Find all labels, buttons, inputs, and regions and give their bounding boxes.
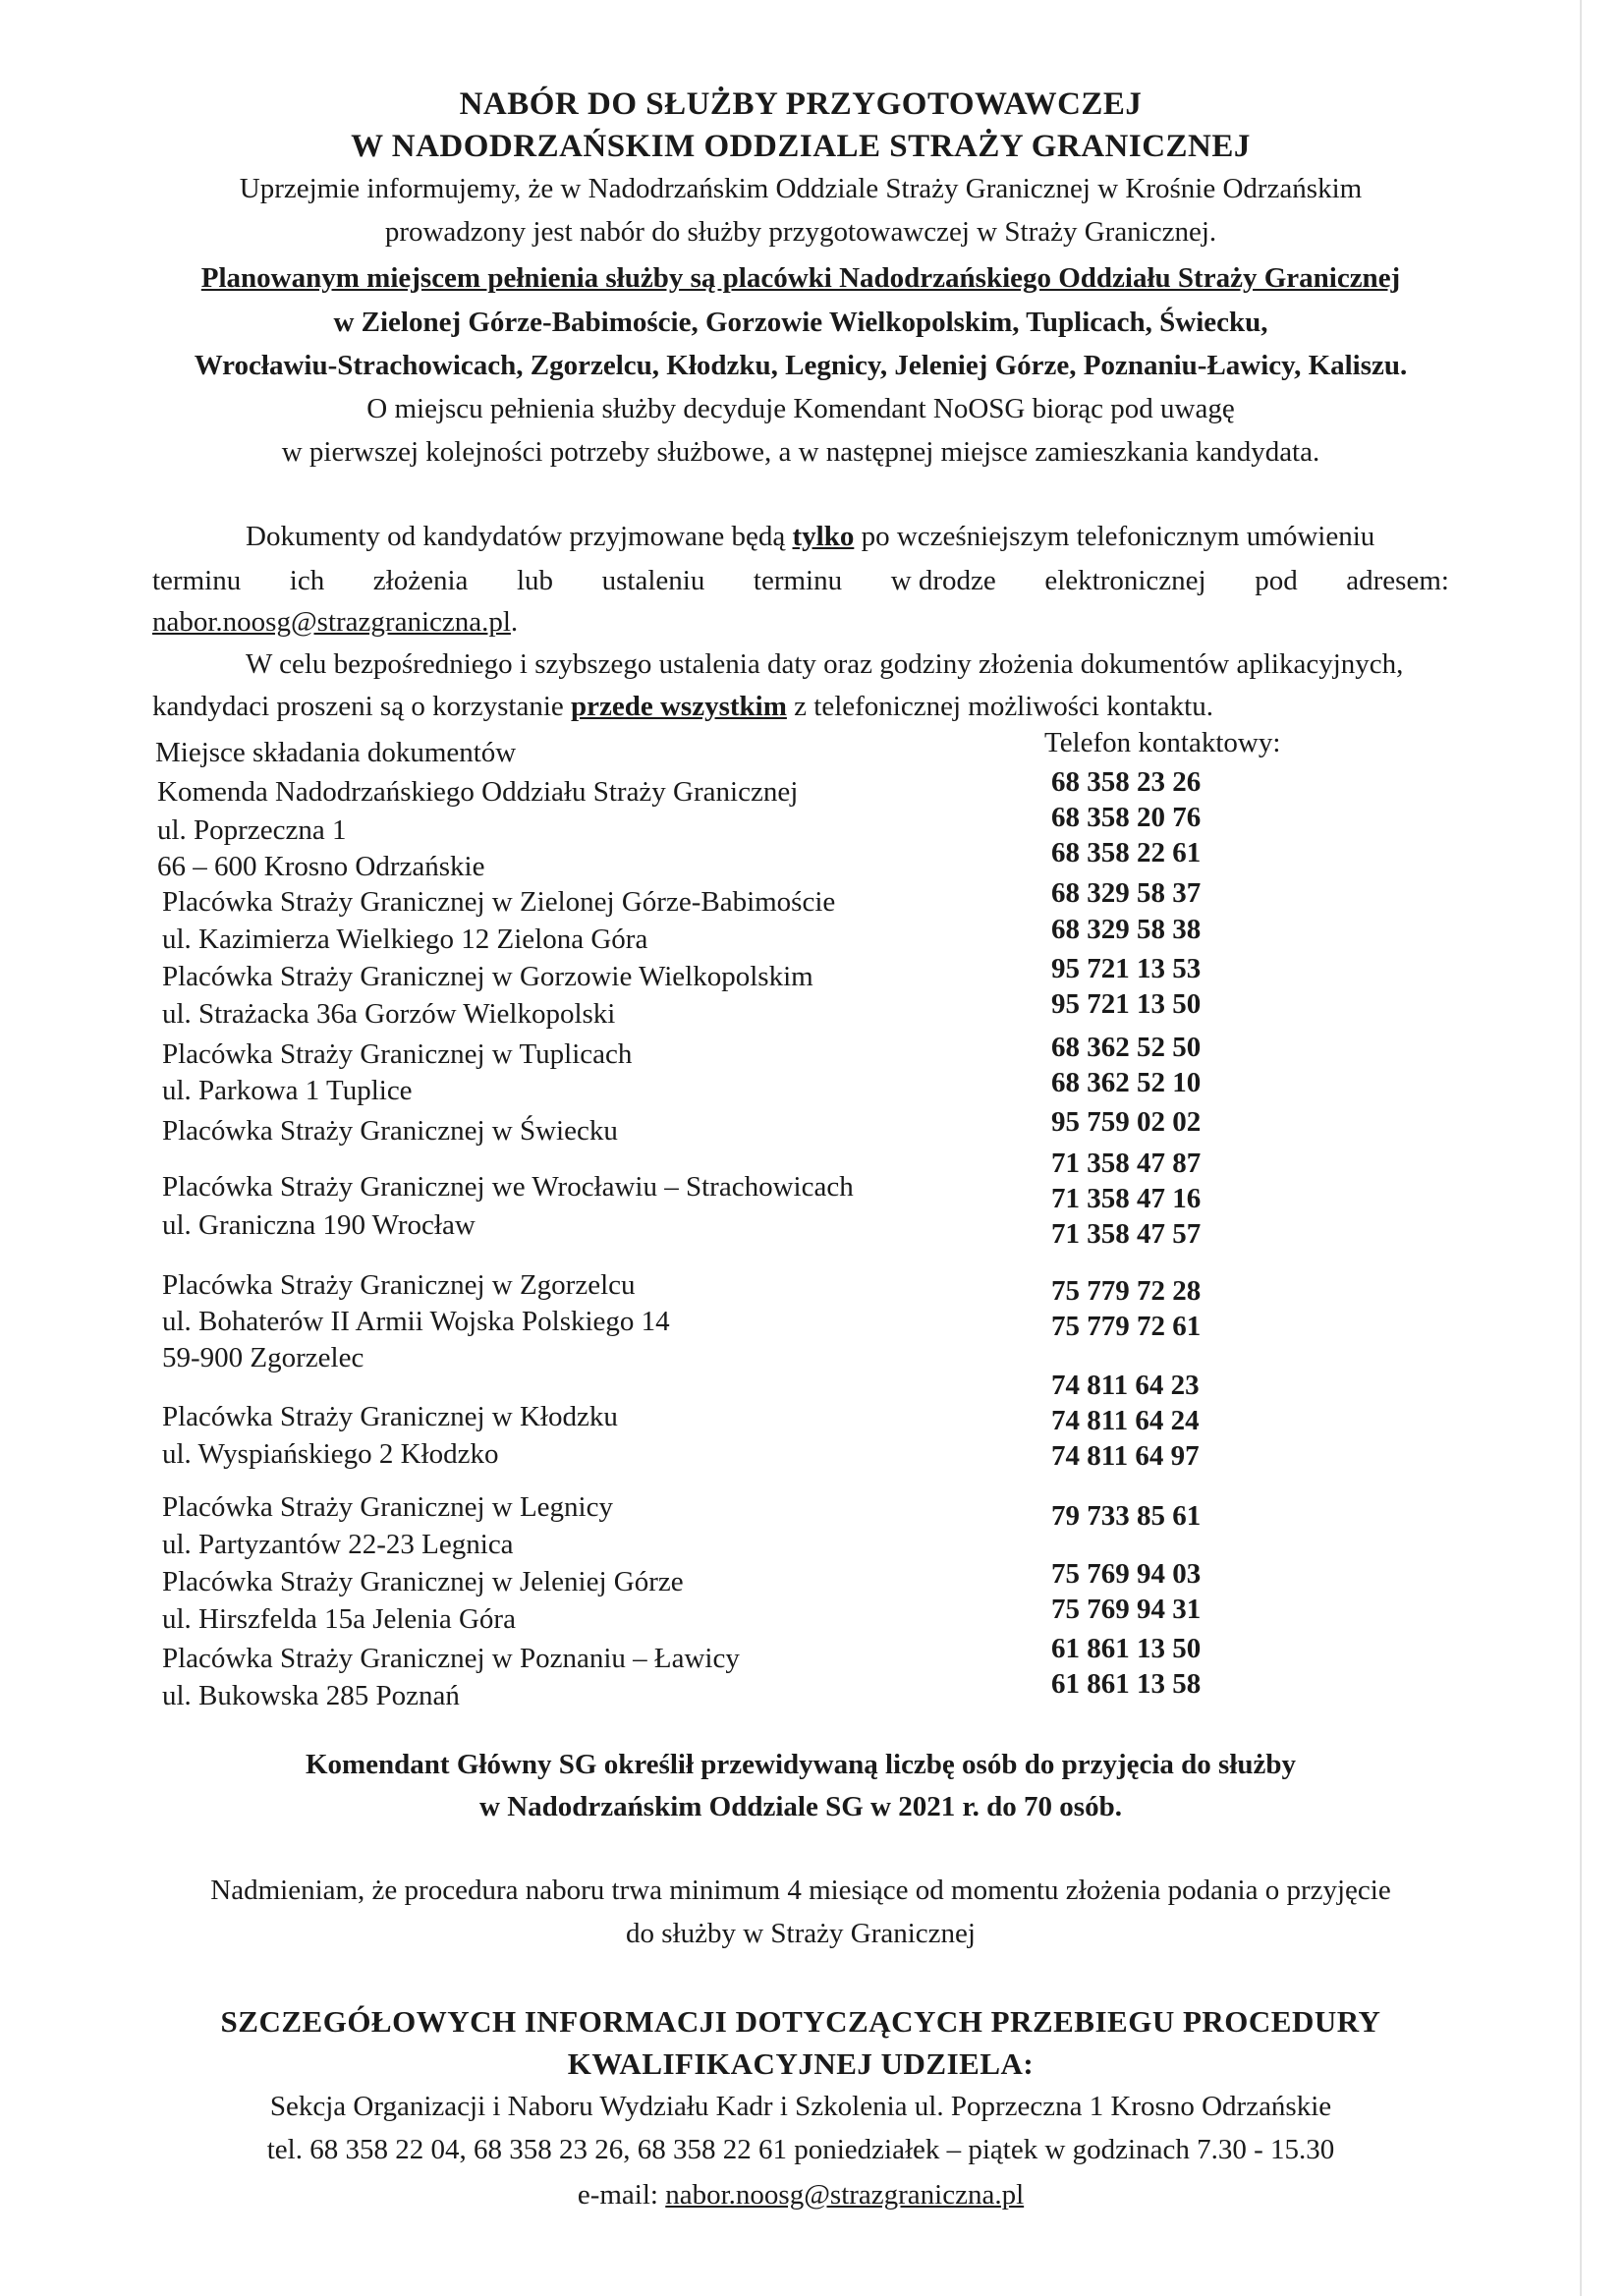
documents-word: lub	[516, 565, 554, 596]
details-line-1: Sekcja Organizacji i Naboru Wydziału Kadr i Szkolenia ul. Poprzeczna 1 Krosno Odrzańskie	[269, 2091, 1332, 2122]
table-header-location: Miejsce składania dokumentów	[155, 737, 517, 768]
row-phone: 68 362 52 10	[1051, 1067, 1202, 1098]
procedure-line-1: Nadmieniam, że procedura naboru trwa minimum 4 miesiące od momentu złożenia podania o przyjęcie	[210, 1875, 1391, 1906]
row-phone: 71 358 47 87	[1051, 1148, 1202, 1179]
contact-line-1: W celu bezpośredniego i szybszego ustalenia daty oraz godziny złożenia dokumentów aplikacyjnych,	[246, 648, 1404, 680]
title-line-2: W NADODRZAŃSKIM ODDZIALE STRAŻY GRANICZNEJ	[351, 129, 1251, 164]
row-phone: 68 329 58 38	[1051, 914, 1202, 945]
documents-text-a: Dokumenty od kandydatów przyjmowane będą	[246, 521, 786, 552]
details-line-2: tel. 68 358 22 04, 68 358 23 26, 68 358 22 61 poniedziałek – piątek w godzinach 7.30 - 15.30	[266, 2134, 1335, 2165]
row-location-line: ul. Strażacka 36a Gorzów Wielkopolski	[162, 998, 616, 1030]
row-location-line: Placówka Straży Granicznej we Wrocławiu – Strachowicach	[162, 1171, 854, 1203]
documents-line-2	[152, 565, 1449, 597]
row-phone: 74 811 64 23	[1051, 1370, 1200, 1401]
documents-word: terminu	[753, 565, 843, 596]
row-location-line: 59-900 Zgorzelec	[162, 1342, 364, 1373]
row-phone: 68 329 58 37	[1051, 877, 1202, 909]
row-phone: 75 779 72 28	[1051, 1275, 1202, 1307]
row-phone: 75 779 72 61	[1051, 1311, 1202, 1342]
documents-word: w drodze	[890, 565, 996, 596]
documents-line-3	[152, 606, 518, 639]
row-location-line: Placówka Straży Granicznej w Legnicy	[162, 1491, 613, 1523]
row-location-line: Placówka Straży Granicznej w Zielonej Górze-Babimoście	[162, 886, 836, 918]
row-location-line: ul. Hirszfelda 15a Jelenia Góra	[162, 1603, 516, 1635]
documents-email-suffix: .	[510, 606, 519, 638]
scan-edge	[1580, 0, 1582, 2296]
details-email-label: e-mail:	[577, 2179, 658, 2211]
documents-word: elektronicznej	[1044, 565, 1206, 596]
documents-emphasis: tylko	[792, 521, 855, 552]
row-phone: 68 358 20 76	[1051, 802, 1202, 833]
row-phone: 71 358 47 57	[1051, 1218, 1202, 1250]
row-phone: 75 769 94 31	[1051, 1594, 1202, 1625]
row-phone: 68 358 22 61	[1051, 837, 1202, 868]
row-location-line: Placówka Straży Granicznej w Gorzowie Wielkopolskim	[162, 961, 813, 992]
locations-line-2: w Zielonej Górze-Babimoście, Gorzowie Wielkopolskim, Tuplicach, Świecku,	[333, 307, 1268, 338]
row-location-line: ul. Bukowska 285 Poznań	[162, 1680, 460, 1711]
row-location-line: ul. Bohaterów II Armii Wojska Polskiego 14	[162, 1306, 670, 1337]
quota-line-2: w Nadodrzańskim Oddziale SG w 2021 r. do 70 osób.	[479, 1791, 1122, 1822]
row-phone: 68 358 23 26	[1051, 766, 1202, 798]
documents-word: ustaleniu	[601, 565, 705, 596]
documents-word: adresem:	[1346, 565, 1449, 596]
row-location-line: Placówka Straży Granicznej w Poznaniu – Ławicy	[162, 1643, 740, 1674]
documents-word: złożenia	[372, 565, 469, 596]
row-location-line: ul. Partyzantów 22-23 Legnica	[162, 1529, 514, 1560]
contact-line-2	[152, 691, 1213, 723]
row-location-line: ul. Graniczna 190 Wrocław	[162, 1209, 476, 1241]
row-location-line: 66 – 600 Krosno Odrzańskie	[157, 851, 485, 882]
row-location-line: ul. Kazimierza Wielkiego 12 Zielona Góra	[162, 924, 648, 955]
intro-line-2: prowadzony jest nabór do służby przygotowawczej w Straży Granicznej.	[384, 216, 1217, 248]
row-phone: 95 721 13 53	[1051, 953, 1202, 984]
locations-line-3: Wrocławiu-Strachowicach, Zgorzelcu, Kłodzku, Legnicy, Jeleniej Górze, Poznaniu-Ławicy, Kaliszu.	[194, 350, 1408, 381]
row-phone: 74 811 64 97	[1051, 1440, 1200, 1472]
row-location-line: ul. Poprzeczna 1	[157, 814, 347, 846]
procedure-line-2: do służby w Straży Granicznej	[626, 1918, 976, 1949]
contact-text-c: z telefonicznej możliwości kontaktu.	[794, 691, 1213, 722]
row-phone: 95 759 02 02	[1051, 1106, 1202, 1138]
table-header-phone: Telefon kontaktowy:	[1044, 727, 1281, 758]
locations-line-1: Planowanym miejscem pełnienia służby są placówki Nadodrzańskiego Oddziału Straży Granicznej	[200, 262, 1401, 294]
decision-line-1: O miejscu pełnienia służby decyduje Komendant NoOSG biorąc pod uwagę	[366, 393, 1235, 424]
documents-email-link[interactable]: nabor.noosg@strazgraniczna.pl	[152, 606, 511, 638]
row-location-line: Placówka Straży Granicznej w Jeleniej Górze	[162, 1566, 684, 1597]
row-phone: 68 362 52 50	[1051, 1032, 1202, 1063]
documents-text-c: po wcześniejszym telefonicznym umówieniu	[861, 521, 1375, 552]
row-phone: 95 721 13 50	[1051, 988, 1202, 1020]
documents-word: pod	[1255, 565, 1298, 596]
documents-word: ich	[289, 565, 325, 596]
row-location-line: Placówka Straży Granicznej w Tuplicach	[162, 1038, 633, 1070]
row-phone: 75 769 94 03	[1051, 1558, 1202, 1590]
intro-line-1: Uprzejmie informujemy, że w Nadodrzańskim Oddziale Straży Granicznej w Krośnie Odrzańskim	[239, 173, 1363, 204]
row-phone: 61 861 13 50	[1051, 1633, 1202, 1664]
contact-emphasis: przede wszystkim	[571, 691, 787, 722]
row-location-line: Placówka Straży Granicznej w Zgorzelcu	[162, 1269, 636, 1301]
row-location-line: Komenda Nadodrzańskiego Oddziału Straży Granicznej	[157, 776, 799, 808]
row-phone: 74 811 64 24	[1051, 1405, 1200, 1436]
title-line-1: NABÓR DO SŁUŻBY PRZYGOTOWAWCZEJ	[459, 86, 1143, 122]
details-heading-line-2: KWALIFIKACYJNEJ UDZIELA:	[567, 2046, 1035, 2081]
documents-word: terminu	[152, 565, 242, 596]
row-location-line: ul. Wyspiańskiego 2 Kłodzko	[162, 1438, 499, 1470]
quota-line-1: Komendant Główny SG określił przewidywaną liczbę osób do przyjęcia do służby	[305, 1749, 1297, 1780]
contact-text-a: kandydaci proszeni są o korzystanie	[152, 691, 564, 722]
details-email-link[interactable]: nabor.noosg@strazgraniczna.pl	[665, 2179, 1025, 2211]
row-phone: 61 861 13 58	[1051, 1668, 1202, 1700]
details-heading-line-1: SZCZEGÓŁOWYCH INFORMACJI DOTYCZĄCYCH PRZEBIEGU PROCEDURY	[220, 2004, 1381, 2039]
row-location-line: Placówka Straży Granicznej w Kłodzku	[162, 1401, 618, 1432]
row-phone: 79 733 85 61	[1051, 1500, 1202, 1532]
details-email-line	[138, 2179, 1464, 2212]
documents-line-1	[246, 521, 1374, 553]
row-location-line: Placówka Straży Granicznej w Świecku	[162, 1115, 618, 1147]
row-location-line: ul. Parkowa 1 Tuplice	[162, 1075, 413, 1106]
row-phone: 71 358 47 16	[1051, 1183, 1202, 1214]
decision-line-2: w pierwszej kolejności potrzeby służbowe, a w następnej miejsce zamieszkania kandydata.	[281, 436, 1320, 468]
